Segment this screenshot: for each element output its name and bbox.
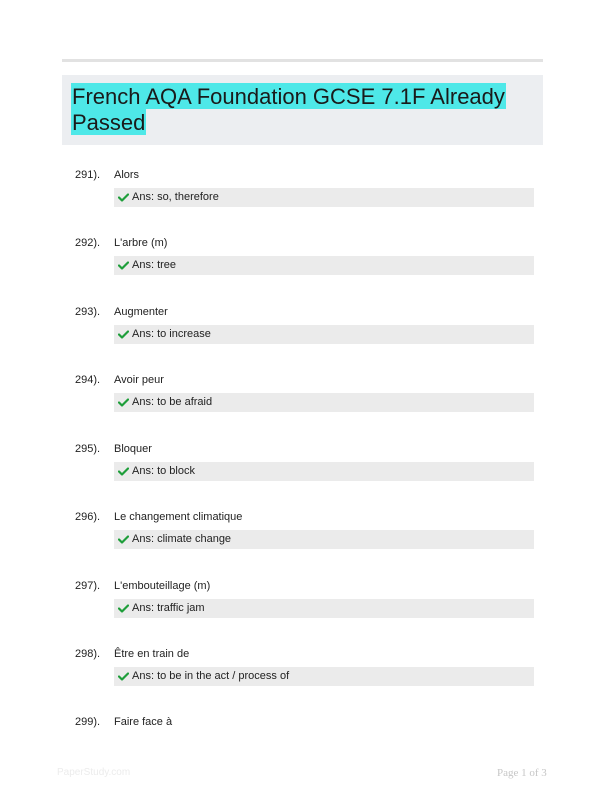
check-icon bbox=[118, 467, 129, 476]
question-number: 291). bbox=[75, 169, 101, 181]
question-text: Bloquer bbox=[114, 443, 152, 455]
page-indicator: Page 1 of 3 bbox=[497, 767, 547, 779]
question-number: 295). bbox=[75, 443, 101, 455]
answer-text: Ans: to be afraid bbox=[132, 396, 213, 408]
answer-box bbox=[114, 530, 534, 549]
answer-text: Ans: to increase bbox=[132, 328, 211, 340]
answer-text: Ans: tree bbox=[132, 259, 177, 271]
check-icon bbox=[118, 672, 129, 681]
question-text: L'embouteillage (m) bbox=[114, 580, 211, 592]
question-text: Avoir peur bbox=[114, 374, 164, 386]
question-number: 292). bbox=[75, 237, 101, 249]
answer-box bbox=[114, 188, 534, 207]
answer-text: Ans: traffic jam bbox=[132, 602, 205, 614]
answer-box bbox=[114, 325, 534, 344]
question-text: Le changement climatique bbox=[114, 511, 243, 523]
check-icon bbox=[118, 261, 129, 270]
question-text: Être en train de bbox=[114, 648, 190, 660]
check-icon bbox=[118, 604, 129, 613]
answer-text: Ans: so, therefore bbox=[132, 191, 219, 203]
check-icon bbox=[118, 330, 129, 339]
answer-box bbox=[114, 256, 534, 275]
question-number: 294). bbox=[75, 374, 101, 386]
question-number: 297). bbox=[75, 580, 101, 592]
title-banner bbox=[62, 75, 543, 145]
answer-box bbox=[114, 667, 534, 686]
answer-text: Ans: to block bbox=[132, 465, 195, 477]
answer-box bbox=[114, 462, 534, 481]
check-icon bbox=[118, 193, 129, 202]
question-text: Alors bbox=[114, 169, 140, 181]
question-text: Faire face à bbox=[114, 716, 173, 728]
page-title: French AQA Foundation GCSE 7.1F Already Passed bbox=[72, 84, 505, 135]
question-text: Augmenter bbox=[114, 306, 168, 318]
question-number: 299). bbox=[75, 716, 101, 728]
question-number: 293). bbox=[75, 306, 101, 318]
top-divider bbox=[62, 59, 543, 62]
question-number: 296). bbox=[75, 511, 101, 523]
question-number: 298). bbox=[75, 648, 101, 660]
check-icon bbox=[118, 398, 129, 407]
answer-box bbox=[114, 393, 534, 412]
answer-text: Ans: to be in the act / process of bbox=[132, 670, 290, 682]
answer-text: Ans: climate change bbox=[132, 533, 232, 545]
check-icon bbox=[118, 535, 129, 544]
question-text: L'arbre (m) bbox=[114, 237, 168, 249]
answer-box bbox=[114, 599, 534, 618]
footer-watermark: PaperStudy.com bbox=[57, 767, 131, 778]
